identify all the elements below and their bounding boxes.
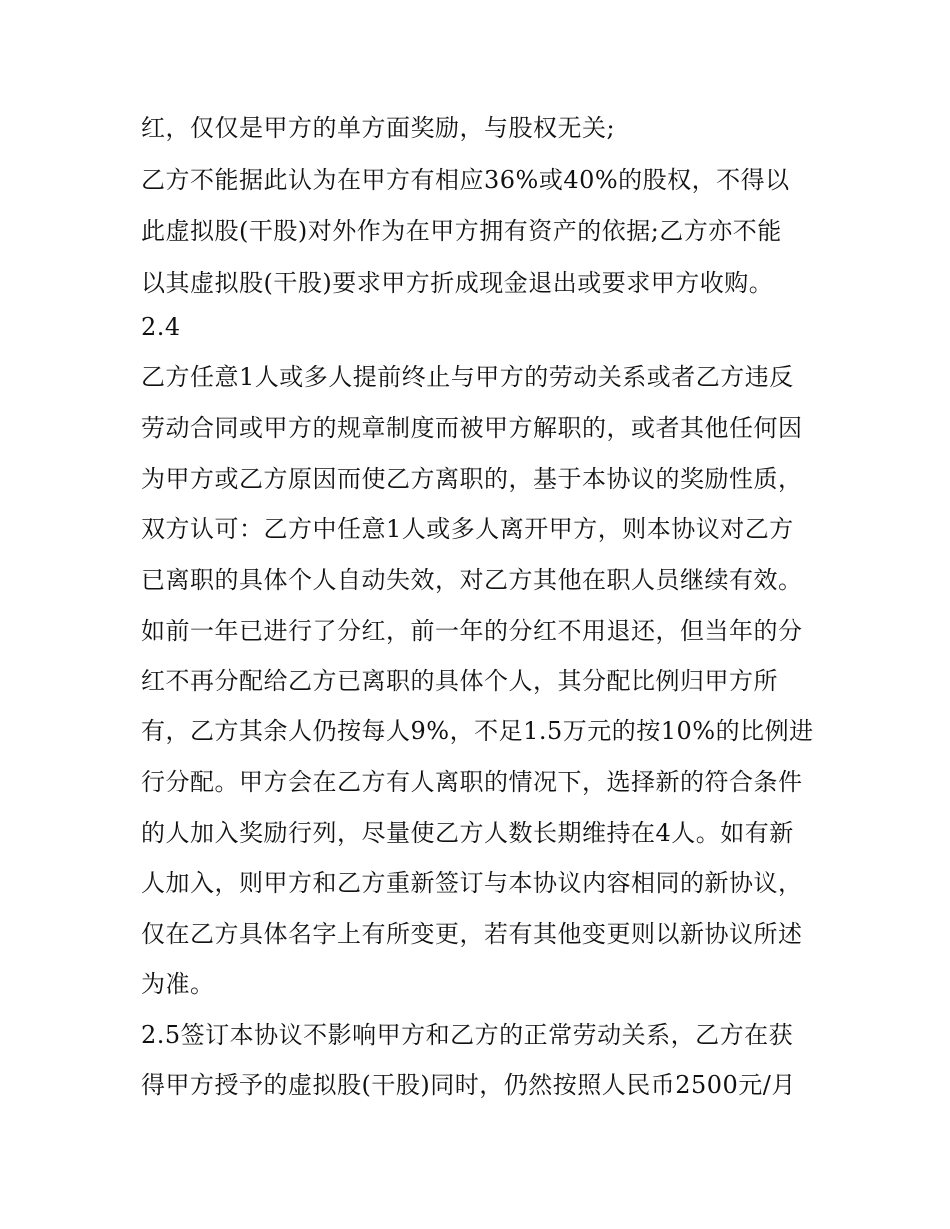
text-line: 为准。: [141, 970, 215, 998]
text-line: 人加入，则甲方和乙方重新签订与本协议内容相同的新协议，: [141, 869, 803, 897]
text-line: 行分配。甲方会在乙方有人离职的情况下，选择新的符合条件: [141, 768, 803, 796]
text-line: 红不再分配给乙方已离职的具体个人，其分配比例归甲方所: [141, 667, 778, 695]
text-line: 乙方任意1人或多人提前终止与甲方的劳动关系或者乙方违反: [141, 363, 794, 391]
text-line: 有，乙方其余人仍按每人9%，不足1.5万元的按10%的比例进: [141, 717, 814, 745]
text-line: 得甲方授予的虚拟股(干股)同时，仍然按照人民币2500元/月: [141, 1071, 796, 1099]
section-2-5-line: 2.5签订本协议不影响甲方和乙方的正常劳动关系，乙方在获: [141, 1021, 794, 1049]
section-number: 2.4: [141, 313, 181, 341]
text-line: 已离职的具体个人自动失效，对乙方其他在职人员继续有效。: [141, 566, 803, 594]
text-line: 双方认可：乙方中任意1人或多人离开甲方，则本协议对乙方: [141, 515, 794, 543]
text-line: 红，仅仅是甲方的单方面奖励，与股权无关;: [141, 114, 616, 142]
text-line: 乙方不能据此认为在甲方有相应36%或40%的股权，不得以: [141, 166, 790, 194]
text-line: 为甲方或乙方原因而使乙方离职的，基于本协议的奖励性质，: [141, 465, 803, 493]
text-line: 的人加入奖励行列，尽量使乙方人数长期维持在4人。如有新: [141, 819, 794, 847]
text-line: 以其虚拟股(干股)要求甲方折成现金退出或要求甲方收购。: [141, 269, 774, 297]
text-line: 此虚拟股(干股)对外作为在甲方拥有资产的依据;乙方亦不能: [141, 217, 782, 245]
text-line: 如前一年已进行了分红，前一年的分红不用退还，但当年的分: [141, 617, 803, 645]
text-line: 仅在乙方具体名字上有所变更，若有其他变更则以新协议所述: [141, 920, 803, 948]
text-line: 劳动合同或甲方的规章制度而被甲方解职的，或者其他任何因: [141, 414, 803, 442]
